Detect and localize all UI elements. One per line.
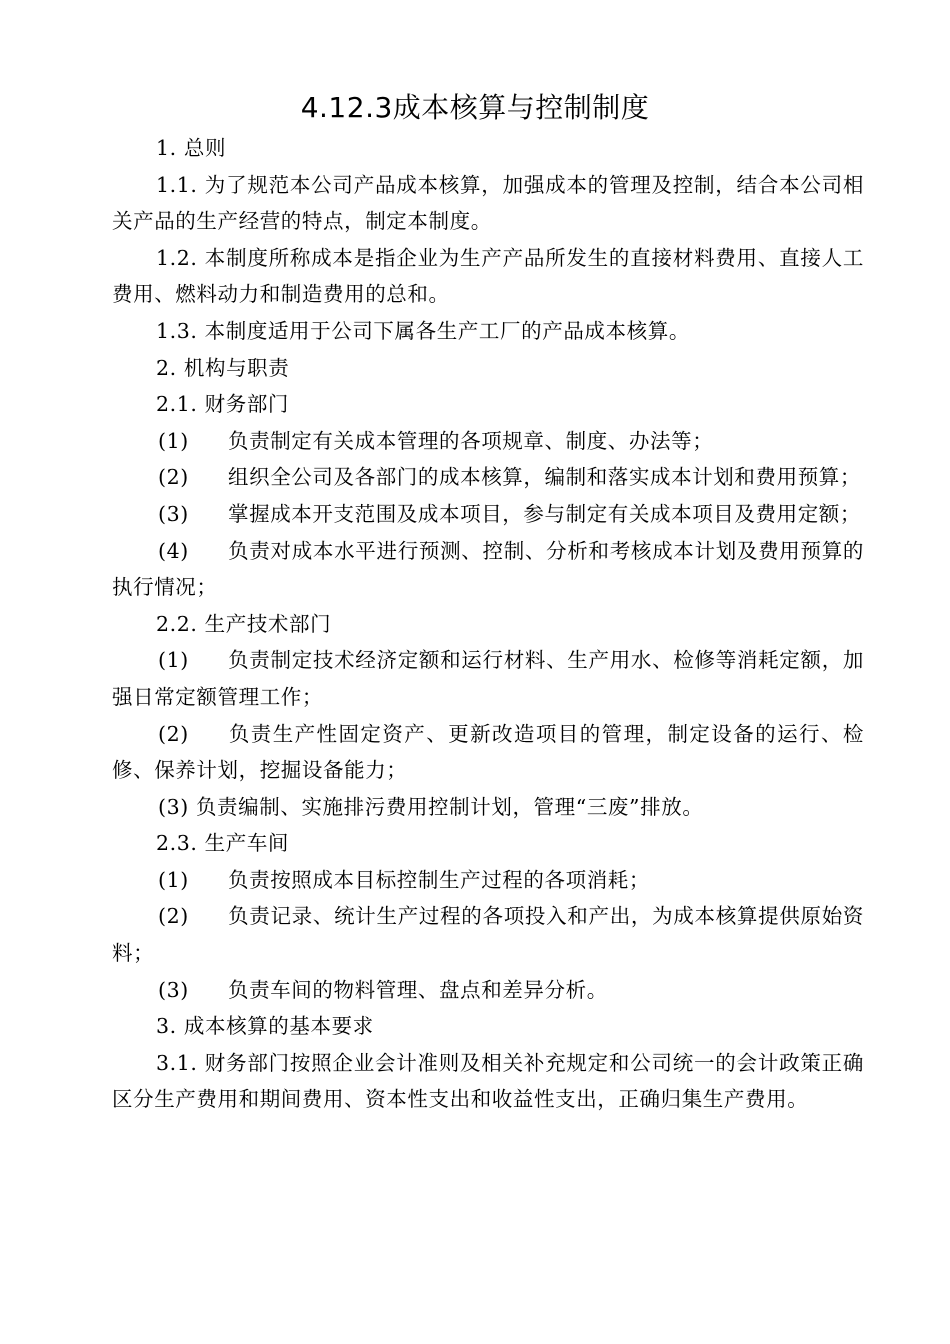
list-item	[112, 423, 864, 460]
list-text: 负责车间的物料管理、盘点和差异分析。	[228, 977, 608, 1002]
list-text: 负责按照成本目标控制生产过程的各项消耗；	[228, 867, 650, 892]
paragraph: 3.1. 财务部门按照企业会计准则及相关补充规定和公司统一的会计政策正确区分生产费用和期间费用、资本性支出和收益性支出，正确归集生产费用。	[112, 1050, 864, 1112]
list-number: (3)	[158, 977, 189, 1002]
document-title: 4.12.3成本核算与控制制度	[300, 91, 650, 124]
list-item-plain: (3) 负责编制、实施排污费用控制计划，管理“三废”排放。	[158, 794, 704, 819]
list-item	[112, 716, 864, 789]
list-number: (2)	[158, 465, 189, 490]
list-item	[112, 972, 864, 1009]
list-number: (4)	[158, 538, 189, 563]
list-text: 负责制定有关成本管理的各项规章、制度、办法等；	[228, 428, 714, 453]
list-number: (1)	[158, 648, 189, 673]
subsection-heading: 2.2. 生产技术部门	[156, 611, 332, 636]
list-number: (1)	[158, 867, 189, 892]
list-text: 掌握成本开支范围及成本项目，参与制定有关成本项目及费用定额；	[228, 501, 861, 526]
list-item	[112, 898, 864, 971]
list-item	[112, 533, 864, 606]
list-text: 组织全公司及各部门的成本核算，编制和落实成本计划和费用预算；	[228, 465, 861, 490]
section-heading: 3. 成本核算的基本要求	[156, 1014, 374, 1039]
list-text: 负责生产性固定资产、更新改造项目的管理，制定设备的运行、检修、保养计划，挖掘设备能力；	[112, 721, 864, 783]
list-number: (3)	[158, 501, 189, 526]
paragraph: 1.2. 本制度所称成本是指企业为生产产品所发生的直接材料费用、直接人工费用、燃料动力和制造费用的总和。	[112, 245, 864, 307]
subsection-heading: 2.3. 生产车间	[156, 831, 290, 856]
document-body	[112, 130, 864, 1118]
subsection-heading: 2.1. 财务部门	[156, 392, 290, 417]
list-text: 负责制定技术经济定额和运行材料、生产用水、检修等消耗定额，加强日常定额管理工作；	[112, 648, 864, 709]
list-item	[112, 459, 864, 496]
section-heading: 2. 机构与职责	[156, 355, 290, 380]
list-item	[112, 496, 864, 533]
list-number: (2)	[158, 904, 189, 929]
list-item	[112, 862, 864, 899]
list-text: 负责记录、统计生产过程的各项投入和产出，为成本核算提供原始资料；	[112, 904, 864, 966]
section-heading: 1. 总则	[156, 136, 227, 160]
paragraph: 1.3. 本制度适用于公司下属各生产工厂的产品成本核算。	[156, 318, 690, 343]
list-number: (1)	[158, 428, 189, 453]
list-item	[112, 642, 864, 715]
list-text: 负责对成本水平进行预测、控制、分析和考核成本计划及费用预算的执行情况；	[112, 538, 864, 600]
list-number: (2)	[158, 721, 189, 746]
paragraph: 1.1. 为了规范本公司产品成本核算，加强成本的管理及控制，结合本公司相关产品的生产经营的特点，制定本制度。	[112, 172, 864, 234]
